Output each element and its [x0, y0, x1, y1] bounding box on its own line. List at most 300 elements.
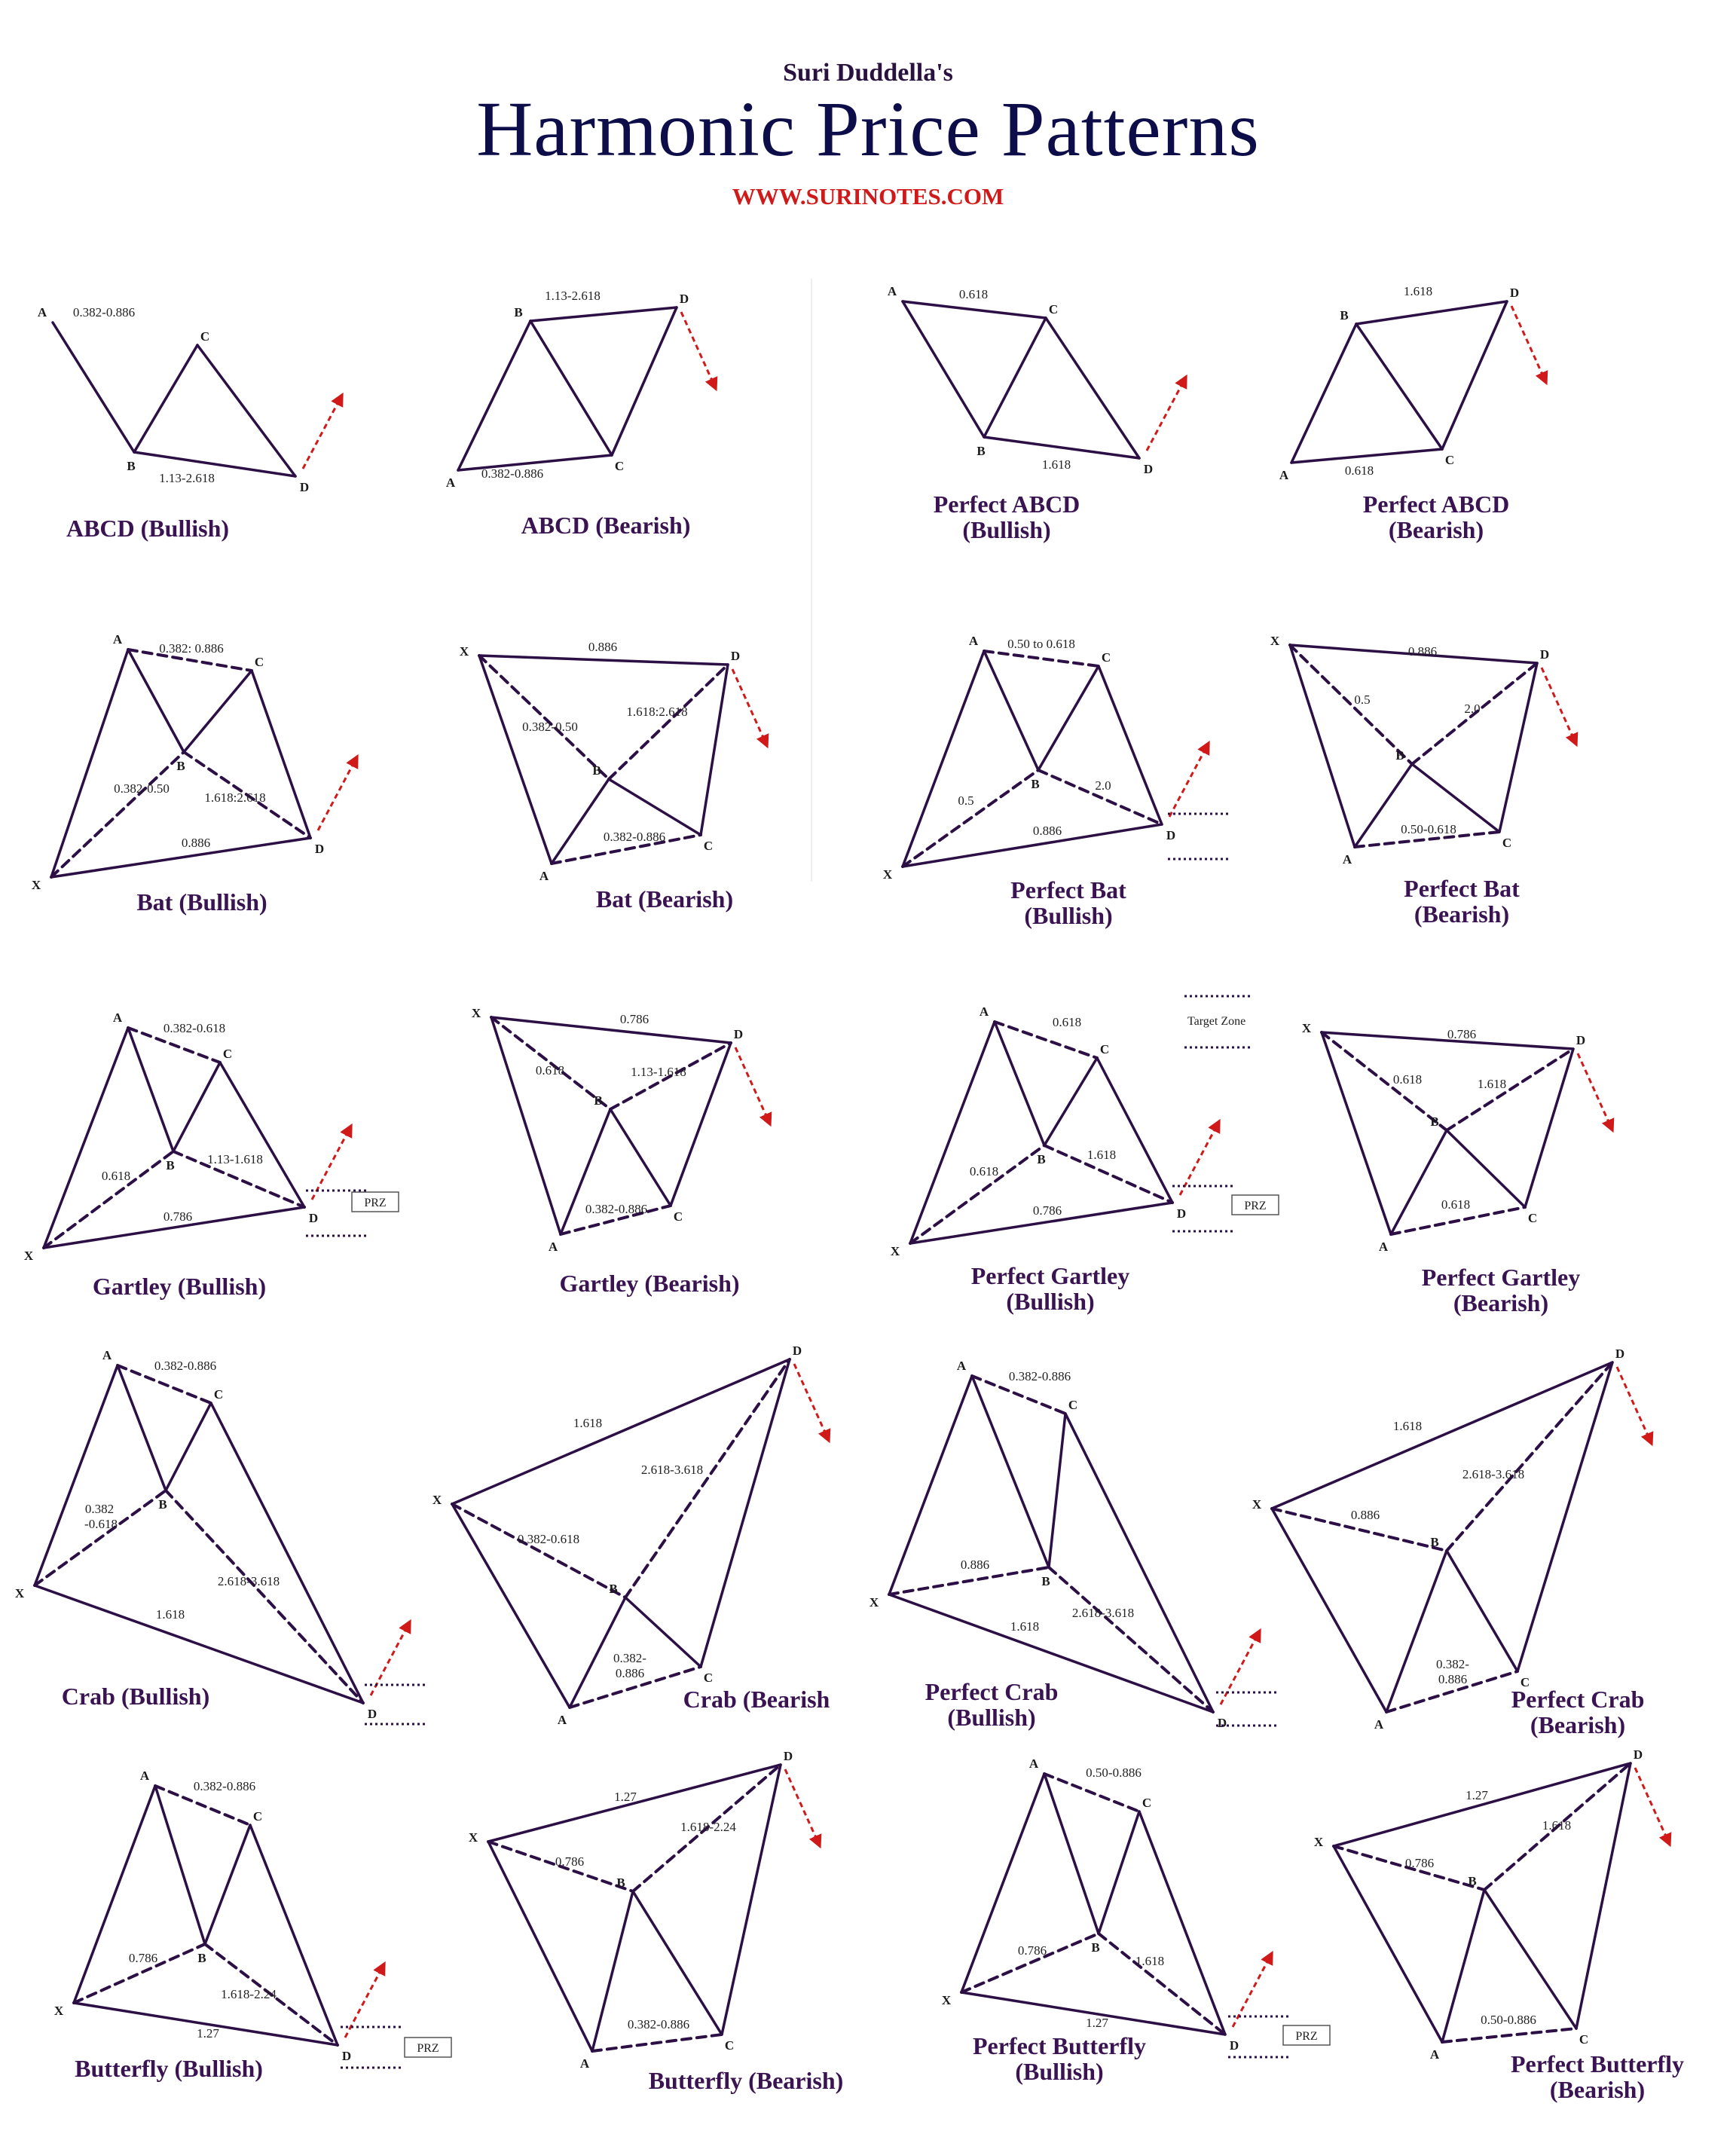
point-label-a: A — [1429, 2047, 1440, 2062]
pattern-name: (Bearish) — [1388, 516, 1484, 543]
ratio-label: 1.618 — [1087, 1148, 1117, 1162]
pattern-name: ABCD (Bullish) — [66, 515, 230, 542]
pattern-name: (Bullish) — [947, 1704, 1036, 1731]
ratio-label: 1.618:2.618 — [204, 790, 266, 805]
ratio-label: 1.618 — [1392, 1419, 1423, 1433]
ratio-label: 0.50-0.618 — [1401, 822, 1456, 836]
ratio-label: 1.618 — [1010, 1619, 1040, 1634]
ratio-label: 0.382-0.886 — [585, 1202, 648, 1216]
pattern-name: (Bullish) — [1015, 2058, 1104, 2085]
leg-bc — [633, 1891, 722, 2035]
point-label-d: D — [1166, 828, 1176, 842]
leg-ab — [155, 1786, 205, 1944]
point-label-b: B — [1041, 1574, 1050, 1588]
point-label-b: B — [197, 1951, 206, 1965]
target-zone-label: Target Zone — [1187, 1015, 1246, 1028]
pattern-perfect-butterfly-bearish — [1314, 1747, 1684, 2103]
point-label-d: D — [733, 1027, 744, 1041]
point-label-a: A — [979, 1004, 989, 1019]
pattern-perfect-crab-bearish — [1252, 1347, 1652, 1738]
pattern-name: Gartley (Bullish) — [92, 1273, 267, 1300]
point-label-a: A — [968, 634, 979, 648]
point-label-b: B — [976, 444, 986, 458]
dashed-leg-xb — [1322, 1032, 1447, 1130]
leg-ac — [1291, 449, 1442, 463]
pattern-name: Perfect Bat — [1404, 875, 1520, 902]
leg-xa — [1322, 1032, 1391, 1234]
point-label-x: X — [471, 1006, 481, 1020]
ratio-label: 1.13-1.618 — [631, 1065, 686, 1079]
point-label-x: X — [14, 1586, 25, 1600]
pattern-name: (Bullish) — [1006, 1288, 1095, 1315]
ratio-label: 2.618-3.618 — [217, 1574, 280, 1588]
leg-ab — [1391, 1130, 1447, 1234]
ratio-label: 0.886 — [1407, 644, 1438, 659]
ratio-label: 0.786 — [1017, 1943, 1047, 1958]
pattern-crab-bearish — [432, 1344, 830, 1727]
pattern-abcd-bearish — [446, 289, 716, 539]
point-label-a: A — [102, 1348, 112, 1362]
ratio-label: 0.50-0.886 — [1086, 1766, 1142, 1780]
point-label-a: A — [139, 1769, 150, 1783]
point-label-b: B — [1468, 1874, 1477, 1888]
point-label-d: D — [314, 842, 325, 856]
pattern-bat-bullish — [32, 632, 357, 916]
leg-bc — [173, 1062, 220, 1151]
pattern-perfect-gartley-bullish — [891, 996, 1279, 1315]
point-label-c: C — [703, 839, 714, 853]
ratio-label: 0.618 — [1441, 1197, 1471, 1212]
leg-ab — [592, 1891, 633, 2051]
point-label-x: X — [468, 1830, 478, 1845]
point-label-x: X — [882, 867, 893, 882]
leg-cd — [722, 1765, 781, 2035]
ratio-label: 1.618-2.24 — [221, 1987, 277, 2001]
direction-arrow-down — [794, 1364, 829, 1441]
point-label-b: B — [1430, 1535, 1439, 1549]
leg-ab — [1291, 324, 1356, 463]
dashed-leg-ac — [995, 1022, 1097, 1058]
point-label-d: D — [1176, 1206, 1187, 1221]
ratio-label: 1.618 — [1477, 1077, 1507, 1091]
pattern-perfect-crab-bullish — [870, 1359, 1279, 1731]
leg-cd — [220, 1062, 304, 1207]
ratio-label: 0.886 — [615, 1666, 645, 1680]
direction-arrow-down — [1542, 668, 1576, 744]
point-label-d: D — [1576, 1033, 1586, 1047]
direction-arrow-down — [1511, 306, 1546, 383]
leg-bc — [1356, 324, 1442, 449]
point-label-a: A — [445, 475, 456, 490]
pattern-name: Bat (Bullish) — [136, 888, 267, 916]
point-label-c: C — [222, 1047, 233, 1061]
ratio-label: 0.786 — [1447, 1027, 1477, 1041]
ratio-label: 0.618 — [101, 1169, 131, 1183]
ratio-label: 0.886 — [960, 1558, 990, 1572]
point-label-c: C — [1527, 1211, 1538, 1225]
pattern-name: (Bearish) — [1549, 2076, 1646, 2103]
leg-bc — [166, 1403, 211, 1490]
leg-ab — [1442, 1890, 1484, 2042]
ratio-label: 1.27 — [614, 1790, 637, 1804]
point-label-c: C — [1579, 2032, 1589, 2047]
ratio-label: 0.382-0.618 — [517, 1532, 580, 1546]
ratio-label: 1.27 — [1466, 1788, 1488, 1802]
direction-arrow-down — [1578, 1053, 1612, 1130]
point-label-c: C — [1099, 1042, 1110, 1056]
dashed-leg-ac — [592, 2035, 722, 2051]
point-label-d: D — [1143, 462, 1154, 476]
point-label-d: D — [367, 1707, 377, 1721]
leg-xd — [1334, 1763, 1631, 1846]
ratio-label: 0.886 — [588, 640, 618, 654]
pattern-gartley-bearish — [472, 1006, 770, 1297]
ratio-label: 0.382-0.50 — [114, 781, 170, 796]
point-label-b: B — [176, 759, 185, 773]
pattern-perfect-gartley-bearish — [1302, 1021, 1612, 1316]
point-label-a: A — [1279, 468, 1289, 482]
direction-arrow-up — [1147, 377, 1186, 451]
pattern-name: Perfect Butterfly — [972, 2032, 1147, 2059]
pattern-name: Crab (Bearish — [683, 1686, 830, 1713]
ratio-label: 0.618 — [1344, 463, 1374, 478]
pattern-name: Crab (Bullish) — [61, 1683, 210, 1710]
ratio-label: 0.382- — [1436, 1657, 1469, 1671]
direction-arrow-up — [318, 757, 357, 830]
leg-bc — [1099, 1811, 1139, 1934]
leg-ab — [128, 650, 184, 752]
ratio-label: 0.786 — [163, 1209, 193, 1224]
pattern-perfect-butterfly-bullish — [942, 1756, 1330, 2085]
pattern-name: (Bullish) — [962, 516, 1051, 543]
point-label-a: A — [112, 632, 123, 647]
leg-cd — [1442, 301, 1507, 449]
point-label-d: D — [783, 1749, 793, 1763]
pattern-name: Perfect Crab — [925, 1678, 1059, 1705]
ratio-label: 0.618 — [1392, 1072, 1423, 1087]
pattern-name: Gartley (Bearish) — [559, 1270, 740, 1297]
site-url[interactable]: WWW.SURINOTES.COM — [732, 183, 1004, 209]
point-label-d: D — [308, 1211, 319, 1225]
pattern-butterfly-bearish — [469, 1749, 843, 2094]
leg-bc — [1038, 666, 1099, 770]
dashed-leg-ac — [1442, 2028, 1576, 2042]
point-label-x: X — [1301, 1021, 1312, 1035]
ratio-label: 2.0 — [1095, 778, 1111, 793]
point-label-a: A — [1342, 852, 1352, 867]
point-label-d: D — [1509, 286, 1520, 300]
direction-arrow-up — [1169, 743, 1209, 817]
point-label-c: C — [254, 655, 264, 669]
leg-ab — [984, 651, 1038, 770]
leg-cd — [1046, 318, 1139, 458]
point-label-a: A — [557, 1713, 567, 1727]
ratio-label: 0.382-0.50 — [522, 720, 578, 734]
point-label-x: X — [1252, 1497, 1262, 1512]
leg-ab — [118, 1365, 166, 1490]
pattern-abcd-bullish — [38, 305, 342, 542]
point-label-d: D — [1633, 1747, 1643, 1762]
pattern-name: Perfect Gartley — [970, 1262, 1130, 1289]
leg-ab — [552, 779, 609, 864]
point-label-c: C — [1048, 302, 1059, 316]
prz-label: PRZ — [1244, 1200, 1267, 1212]
point-label-a: A — [539, 869, 549, 883]
point-label-b: B — [166, 1158, 175, 1172]
point-label-a: A — [37, 305, 47, 319]
leg-ab — [1386, 1551, 1447, 1712]
point-label-c: C — [673, 1209, 683, 1224]
ratio-label: 0.786 — [555, 1854, 585, 1869]
pattern-perfect-bat-bullish — [883, 634, 1231, 929]
direction-arrow-down — [681, 312, 716, 389]
leg-xa — [889, 1376, 972, 1594]
direction-arrow-down — [732, 669, 767, 746]
ratio-label: -0.618 — [84, 1517, 118, 1531]
ratio-label: 0.382-0.886 — [72, 305, 136, 319]
leg-bc — [530, 321, 612, 455]
leg-ab — [995, 1022, 1044, 1145]
pattern-name: Perfect ABCD — [1362, 491, 1510, 518]
point-label-c: C — [1142, 1796, 1152, 1810]
leg-bd — [1356, 301, 1507, 324]
leg-xa — [35, 1365, 118, 1585]
ratio-label: 2.0 — [1464, 702, 1481, 716]
point-label-c: C — [252, 1809, 263, 1824]
dashed-leg-xb — [903, 770, 1038, 867]
patterns-layer — [15, 284, 1684, 2103]
point-label-b: B — [127, 459, 136, 473]
point-label-c: C — [200, 329, 210, 344]
ratio-label: 1.618 — [1135, 1954, 1165, 1968]
pattern-name: (Bearish) — [1453, 1289, 1549, 1316]
ratio-label: 0.786 — [128, 1951, 158, 1965]
point-label-x: X — [53, 2004, 64, 2018]
ratio-label: 0.382-0.886 — [154, 1359, 217, 1373]
direction-arrow-up — [1180, 1121, 1219, 1195]
point-label-b: B — [158, 1497, 167, 1512]
leg-bd — [530, 307, 677, 321]
dashed-leg-bd — [609, 665, 728, 779]
point-label-x: X — [890, 1244, 900, 1258]
leg-ab — [53, 323, 134, 452]
pattern-name: (Bearish) — [1530, 1711, 1626, 1738]
leg-ac — [903, 301, 1046, 318]
leg-bc — [1049, 1414, 1065, 1567]
pattern-perfect-abcd-bearish — [1279, 284, 1546, 543]
direction-arrow-down — [1617, 1367, 1652, 1444]
point-label-c: C — [724, 2038, 735, 2053]
leg-xa — [491, 1017, 561, 1234]
dashed-leg-xb — [479, 656, 609, 779]
point-label-d: D — [730, 649, 741, 663]
point-label-d: D — [1539, 647, 1550, 662]
leg-cd — [252, 671, 310, 838]
leg-xa — [1272, 1509, 1386, 1712]
direction-arrow-down — [1635, 1768, 1670, 1845]
ratio-label: 0.382- — [613, 1651, 646, 1665]
leg-bc — [184, 671, 252, 752]
point-label-d: D — [792, 1344, 802, 1358]
leg-bc — [984, 318, 1046, 437]
point-label-b: B — [594, 1093, 603, 1108]
point-label-b: B — [616, 1876, 625, 1890]
pattern-name: Butterfly (Bullish) — [75, 2055, 263, 2082]
dashed-leg-xb — [910, 1145, 1044, 1243]
point-label-c: C — [1068, 1398, 1078, 1412]
point-label-a: A — [112, 1010, 123, 1025]
point-label-d: D — [1217, 1716, 1227, 1730]
leg-bc — [1447, 1551, 1517, 1671]
leg-bc — [205, 1825, 250, 1944]
point-label-x: X — [1313, 1835, 1324, 1849]
leg-cd — [1097, 1058, 1172, 1203]
leg-bd — [134, 452, 295, 476]
pattern-name: Perfect ABCD — [933, 491, 1080, 518]
point-label-b: B — [1091, 1940, 1100, 1955]
leg-bc — [134, 345, 197, 452]
point-label-c: C — [213, 1387, 224, 1402]
ratio-label: 1.27 — [197, 2026, 219, 2041]
leg-bd — [984, 437, 1139, 458]
pattern-name: Butterfly (Bearish) — [648, 2067, 844, 2094]
ratio-label: 1.13-1.618 — [207, 1152, 263, 1166]
ratio-label: 1.618 — [1542, 1818, 1572, 1833]
point-label-d: D — [1615, 1347, 1625, 1361]
ratio-label: 1.13-2.618 — [159, 471, 215, 485]
point-label-c: C — [703, 1671, 714, 1685]
prz-label: PRZ — [364, 1197, 387, 1209]
ratio-label: 0.5 — [958, 793, 974, 808]
ratio-label: 1.618 — [1403, 284, 1433, 298]
point-label-x: X — [941, 1993, 952, 2007]
ratio-label: 0.886 — [1350, 1508, 1380, 1522]
dashed-leg-ac — [984, 651, 1099, 666]
leg-xd — [479, 656, 728, 665]
pattern-perfect-abcd-bullish — [888, 284, 1186, 543]
point-label-b: B — [514, 305, 523, 319]
point-label-x: X — [1270, 634, 1280, 648]
ratio-label: 0.618 — [969, 1164, 999, 1179]
pattern-perfect-bat-bearish — [1270, 634, 1576, 928]
ratio-label: 1.618:2.618 — [626, 705, 688, 719]
point-label-d: D — [299, 480, 310, 494]
point-label-x: X — [31, 878, 41, 892]
pattern-name: Perfect Bat — [1010, 876, 1126, 903]
point-label-a: A — [1374, 1717, 1384, 1732]
ratio-label: 0.382-0.618 — [163, 1021, 226, 1035]
ratio-label: 2.618-3.618 — [640, 1463, 704, 1477]
pattern-name: Perfect Gartley — [1421, 1264, 1581, 1291]
point-label-c: C — [1101, 650, 1111, 665]
point-label-b: B — [1031, 777, 1040, 791]
leg-cd — [1525, 1049, 1573, 1207]
author-name: Suri Duddella's — [783, 59, 953, 87]
ratio-label: 0.886 — [1032, 824, 1062, 838]
ratio-label: 0.382-0.886 — [1008, 1369, 1071, 1383]
point-label-b: B — [1395, 748, 1404, 763]
direction-arrow-up — [312, 1126, 351, 1200]
ratio-label: 0.382-0.886 — [627, 2017, 690, 2031]
ratio-label: 2.618-3.618 — [1462, 1467, 1525, 1481]
pattern-crab-bullish — [15, 1348, 428, 1724]
ratio-label: 0.5 — [1354, 692, 1371, 707]
ratio-label: 0.618 — [535, 1063, 565, 1078]
ratio-label: 0.886 — [181, 836, 211, 850]
leg-ab — [1044, 1774, 1099, 1934]
point-label-d: D — [1229, 2038, 1239, 2053]
pattern-name: ABCD (Bearish) — [521, 512, 691, 539]
point-label-b: B — [1430, 1114, 1439, 1129]
ratio-label: 0.382 — [84, 1502, 115, 1516]
point-label-a: A — [548, 1240, 558, 1254]
ratio-label: 0.382-0.886 — [193, 1779, 256, 1793]
point-label-x: X — [23, 1249, 34, 1263]
point-label-c: C — [1502, 836, 1512, 850]
point-label-b: B — [1340, 308, 1349, 323]
direction-arrow-down — [735, 1047, 770, 1124]
ratio-label: 0.786 — [619, 1012, 649, 1026]
ratio-label: 1.27 — [1086, 2016, 1108, 2030]
pattern-bat-bearish — [460, 640, 767, 913]
point-label-d: D — [341, 2049, 352, 2063]
ratio-label: 0.786 — [1032, 1203, 1062, 1218]
point-label-c: C — [1444, 453, 1455, 467]
point-label-x: X — [869, 1595, 879, 1610]
point-label-c: C — [614, 459, 625, 473]
leg-cd — [1517, 1362, 1612, 1671]
leg-xa — [479, 656, 552, 864]
point-label-a: A — [956, 1359, 967, 1373]
direction-arrow-down — [785, 1769, 820, 1846]
point-label-c: C — [1520, 1675, 1530, 1689]
leg-xa — [910, 1022, 995, 1243]
dashed-leg-bd — [1447, 1362, 1612, 1551]
leg-cd — [612, 307, 677, 455]
leg-bc — [610, 1109, 671, 1206]
leg-bc — [1447, 1130, 1525, 1207]
ratio-label: 0.618 — [958, 287, 989, 301]
leg-bc — [609, 779, 701, 835]
pattern-name: (Bearish) — [1414, 900, 1510, 928]
leg-bc — [1484, 1890, 1576, 2028]
pattern-name: Perfect Butterfly — [1510, 2050, 1685, 2077]
leg-xa — [51, 650, 128, 877]
dashed-leg-xb — [961, 1934, 1099, 1992]
ratio-label: 0.382: 0.886 — [159, 641, 224, 656]
prz-label: PRZ — [417, 2042, 439, 2055]
ratio-label: 0.50 to 0.618 — [1007, 637, 1075, 651]
leg-ab — [128, 1028, 173, 1151]
ratio-label: 0.382-0.886 — [603, 830, 666, 844]
point-label-b: B — [1037, 1152, 1046, 1166]
point-label-a: A — [1378, 1240, 1389, 1254]
point-label-b: B — [592, 763, 601, 778]
leg-bc — [1044, 1058, 1097, 1145]
dashed-leg-bd — [1049, 1567, 1213, 1712]
point-label-a: A — [579, 2056, 590, 2071]
leg-ab — [972, 1376, 1049, 1567]
ratio-label: 0.50-0.886 — [1481, 2013, 1536, 2027]
leg-xa — [961, 1774, 1044, 1992]
point-label-b: B — [609, 1582, 618, 1596]
ratio-label: 1.618 — [573, 1416, 603, 1430]
pattern-name: Perfect Crab — [1511, 1686, 1645, 1713]
leg-xd — [1272, 1362, 1612, 1509]
point-label-a: A — [1028, 1756, 1039, 1771]
leg-cd — [197, 345, 295, 476]
point-label-x: X — [432, 1493, 442, 1507]
